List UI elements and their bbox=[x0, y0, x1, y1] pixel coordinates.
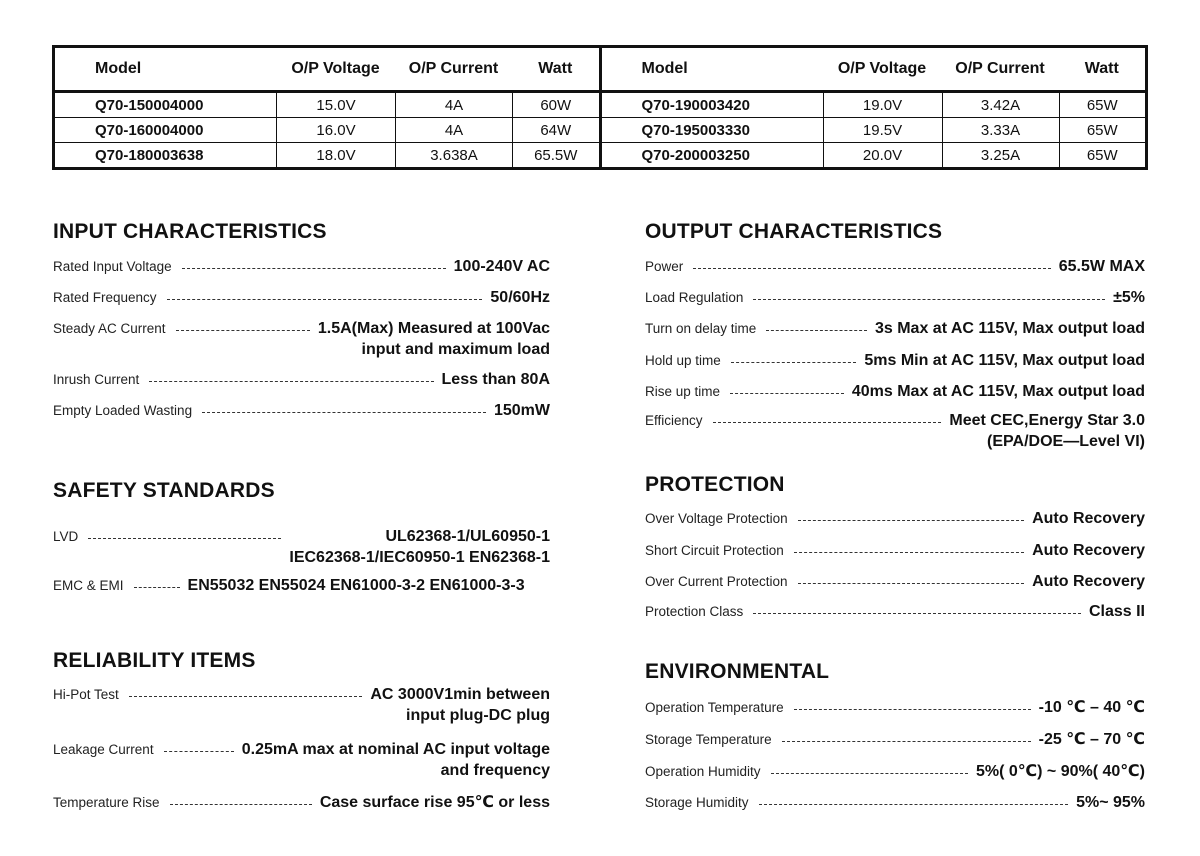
spec-label: Protection Class bbox=[645, 604, 744, 619]
table-row bbox=[55, 142, 599, 167]
dotted-leader bbox=[88, 538, 281, 539]
protection-section bbox=[645, 473, 1145, 628]
dotted-leader bbox=[167, 299, 483, 300]
dotted-leader bbox=[202, 412, 486, 413]
spec-label: Short Circuit Protection bbox=[645, 543, 784, 558]
spec-label: Turn on delay time bbox=[645, 321, 757, 336]
cell-current: 3.42A bbox=[942, 93, 1059, 117]
table-header-row bbox=[55, 48, 599, 93]
spec-value: 5%( 0℃) ~ 90%( 40℃) bbox=[975, 763, 1145, 780]
dotted-leader bbox=[730, 393, 844, 394]
dotted-leader bbox=[766, 330, 867, 331]
cell-model: Q70-190003420 bbox=[641, 96, 750, 114]
spec-label: Storage Temperature bbox=[645, 732, 772, 747]
spec-label: LVD bbox=[53, 529, 79, 544]
cell-watt: 60W bbox=[512, 93, 599, 117]
spec-label: EMC & EMI bbox=[53, 578, 124, 593]
spec-value: Auto Recovery bbox=[1032, 510, 1145, 527]
spec-label: Power bbox=[645, 259, 684, 274]
cell-model: Q70-200003250 bbox=[641, 146, 750, 164]
spec-label: Steady AC Current bbox=[53, 321, 166, 336]
spec-value: AC 3000V1min between input plug-DC plug bbox=[370, 686, 550, 724]
dotted-leader bbox=[753, 613, 1081, 614]
spec-row bbox=[53, 684, 550, 726]
spec-value: 0.25mA max at nominal AC input voltage and frequency bbox=[241, 741, 550, 779]
header-current: O/P Current bbox=[408, 60, 499, 78]
environmental-section bbox=[645, 660, 1145, 820]
spec-row bbox=[53, 400, 550, 421]
spec-label: Rated Input Voltage bbox=[53, 259, 172, 274]
spec-value: 40ms Max at AC 115V, Max output load bbox=[851, 383, 1145, 400]
table-row bbox=[602, 93, 1146, 117]
spec-row bbox=[53, 256, 550, 277]
dotted-leader bbox=[693, 268, 1050, 269]
cell-voltage: 19.5V bbox=[823, 118, 942, 142]
spec-row bbox=[53, 575, 550, 596]
header-model: Model bbox=[641, 60, 688, 78]
spec-label: Load Regulation bbox=[645, 290, 744, 305]
cell-voltage: 15.0V bbox=[276, 93, 395, 117]
spec-label: Empty Loaded Wasting bbox=[53, 403, 193, 418]
table-row bbox=[55, 93, 599, 117]
spec-value: Less than 80A bbox=[441, 371, 550, 388]
spec-row bbox=[645, 601, 1145, 622]
safety-standards-section bbox=[53, 479, 550, 599]
cell-voltage: 18.0V bbox=[276, 143, 395, 167]
spec-row bbox=[645, 697, 1145, 718]
cell-model: Q70-150004000 bbox=[95, 96, 204, 114]
cell-watt: 65.5W bbox=[512, 143, 599, 167]
cell-current: 3.25A bbox=[942, 143, 1059, 167]
dotted-leader bbox=[170, 804, 312, 805]
dotted-leader bbox=[713, 422, 942, 423]
dotted-leader bbox=[794, 709, 1031, 710]
spec-label: Rise up time bbox=[645, 384, 721, 399]
dotted-leader bbox=[798, 583, 1025, 584]
section-title: PROTECTION bbox=[645, 473, 785, 496]
spec-label: Leakage Current bbox=[53, 742, 154, 757]
dotted-leader bbox=[164, 751, 234, 752]
spec-row bbox=[645, 761, 1145, 782]
section-title: SAFETY STANDARDS bbox=[53, 479, 275, 502]
section-title: RELIABILITY ITEMS bbox=[53, 649, 256, 672]
spec-value: Class II bbox=[1088, 603, 1145, 620]
spec-row bbox=[53, 318, 550, 360]
spec-row bbox=[53, 526, 550, 568]
spec-label: Temperature Rise bbox=[53, 795, 160, 810]
spec-row bbox=[645, 350, 1145, 371]
spec-label: Operation Temperature bbox=[645, 700, 784, 715]
spec-row bbox=[645, 729, 1145, 750]
model-table-left bbox=[55, 48, 602, 167]
spec-label: Over Current Protection bbox=[645, 574, 788, 589]
spec-row bbox=[53, 369, 550, 390]
input-characteristics-section bbox=[53, 220, 550, 430]
cell-current: 3.33A bbox=[942, 118, 1059, 142]
model-table bbox=[52, 45, 1148, 170]
spec-label: Inrush Current bbox=[53, 372, 140, 387]
header-voltage: O/P Voltage bbox=[837, 60, 927, 78]
dotted-leader bbox=[794, 552, 1024, 553]
header-voltage: O/P Voltage bbox=[291, 60, 380, 78]
section-title: ENVIRONMENTAL bbox=[645, 660, 830, 683]
dotted-leader bbox=[798, 520, 1024, 521]
spec-value: -10 ℃ – 40 ℃ bbox=[1038, 699, 1145, 716]
cell-watt: 65W bbox=[1059, 93, 1146, 117]
reliability-items-section bbox=[53, 649, 550, 819]
dotted-leader bbox=[771, 773, 968, 774]
dotted-leader bbox=[753, 299, 1105, 300]
spec-value: EN55032 EN55024 EN61000-3-2 EN61000-3-3 bbox=[187, 577, 525, 594]
table-row bbox=[55, 117, 599, 142]
spec-value: Auto Recovery bbox=[1032, 542, 1145, 559]
spec-row bbox=[645, 508, 1145, 529]
cell-current: 4A bbox=[395, 118, 512, 142]
spec-label: Over Voltage Protection bbox=[645, 511, 788, 526]
cell-model: Q70-195003330 bbox=[641, 121, 750, 139]
spec-value: 150mW bbox=[493, 402, 550, 419]
spec-value: Case surface rise 95℃ or less bbox=[319, 794, 550, 811]
header-current: O/P Current bbox=[955, 60, 1045, 78]
cell-watt: 64W bbox=[512, 118, 599, 142]
header-watt: Watt bbox=[538, 60, 573, 78]
cell-voltage: 20.0V bbox=[823, 143, 942, 167]
spec-row bbox=[645, 318, 1145, 339]
dotted-leader bbox=[731, 362, 857, 363]
spec-value: 3s Max at AC 115V, Max output load bbox=[874, 320, 1145, 337]
dotted-leader bbox=[129, 696, 363, 697]
cell-watt: 65W bbox=[1059, 143, 1146, 167]
dotted-leader bbox=[134, 587, 180, 588]
header-model: Model bbox=[95, 60, 142, 78]
section-title: INPUT CHARACTERISTICS bbox=[53, 220, 327, 243]
cell-watt: 65W bbox=[1059, 118, 1146, 142]
cell-model: Q70-160004000 bbox=[95, 121, 204, 139]
spec-row bbox=[53, 792, 550, 813]
dotted-leader bbox=[182, 268, 446, 269]
spec-value: -25 ℃ – 70 ℃ bbox=[1038, 731, 1145, 748]
spec-value: Auto Recovery bbox=[1032, 573, 1145, 590]
spec-row bbox=[645, 571, 1145, 592]
spec-value: 5ms Min at AC 115V, Max output load bbox=[864, 352, 1145, 369]
model-table-right bbox=[602, 48, 1146, 167]
spec-value: 1.5A(Max) Measured at 100Vac input and maximum load bbox=[317, 320, 550, 358]
cell-voltage: 16.0V bbox=[276, 118, 395, 142]
spec-row bbox=[53, 287, 550, 308]
dotted-leader bbox=[176, 330, 310, 331]
spec-value: 65.5W MAX bbox=[1058, 258, 1145, 275]
spec-value: UL62368-1/UL60950-1 IEC62368-1/IEC60950-1 EN62368-1 bbox=[289, 528, 550, 566]
table-header-row bbox=[602, 48, 1146, 93]
dotted-leader bbox=[759, 804, 1069, 805]
spec-value: Meet CEC,Energy Star 3.0 (EPA/DOE—Level VI) bbox=[949, 412, 1145, 450]
dotted-leader bbox=[149, 381, 433, 382]
spec-row bbox=[645, 256, 1145, 277]
spec-value: 100-240V AC bbox=[453, 258, 550, 275]
spec-row bbox=[645, 540, 1145, 561]
cell-current: 3.638A bbox=[395, 143, 512, 167]
spec-row bbox=[645, 792, 1145, 813]
table-row bbox=[602, 142, 1146, 167]
output-characteristics-section bbox=[645, 220, 1145, 455]
header-watt: Watt bbox=[1084, 60, 1119, 78]
cell-voltage: 19.0V bbox=[823, 93, 942, 117]
spec-row bbox=[645, 381, 1145, 402]
spec-row bbox=[645, 410, 1145, 452]
cell-model: Q70-180003638 bbox=[95, 146, 204, 164]
spec-row bbox=[53, 739, 550, 781]
spec-label: Rated Frequency bbox=[53, 290, 157, 305]
section-title: OUTPUT CHARACTERISTICS bbox=[645, 220, 943, 243]
spec-value: ±5% bbox=[1113, 289, 1145, 306]
spec-label: Storage Humidity bbox=[645, 795, 749, 810]
dotted-leader bbox=[782, 741, 1031, 742]
spec-value: 5%~ 95% bbox=[1076, 794, 1145, 811]
spec-label: Efficiency bbox=[645, 413, 703, 428]
spec-label: Operation Humidity bbox=[645, 764, 761, 779]
spec-label: Hold up time bbox=[645, 353, 721, 368]
spec-value: 50/60Hz bbox=[490, 289, 550, 306]
spec-row bbox=[645, 287, 1145, 308]
cell-current: 4A bbox=[395, 93, 512, 117]
table-row bbox=[602, 117, 1146, 142]
spec-label: Hi-Pot Test bbox=[53, 687, 119, 702]
